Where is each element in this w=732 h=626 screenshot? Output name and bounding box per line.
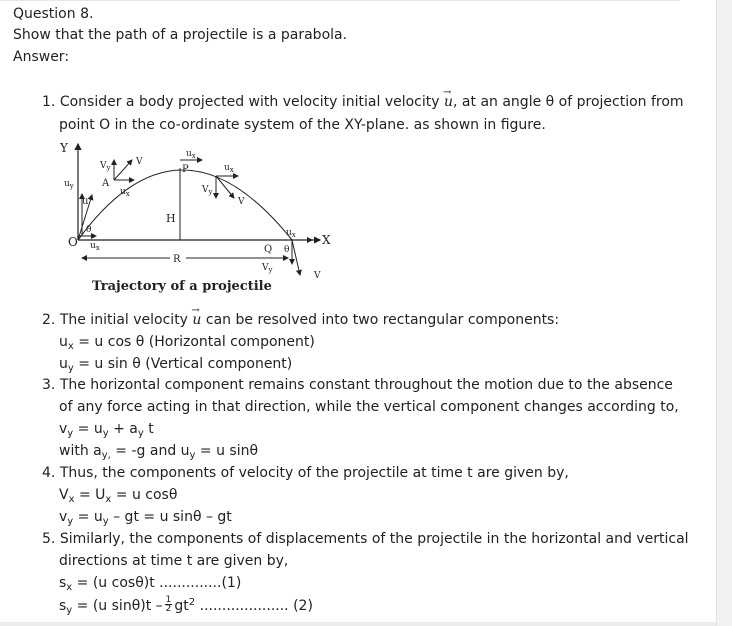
point-3-text: The horizontal component remains constant throughout the motion due to the absence [59,377,673,393]
trajectory-curve [78,170,292,240]
label-uy-at-o: $u_y$ [64,179,74,190]
range-label: R [173,254,181,265]
label-ux-at-p: $u_x$ [186,149,196,160]
point-a-label: A [102,178,110,189]
uy-equation: $u_y = u$ sin θ (Vertical component) [59,356,293,374]
label-v-at-a: V [136,157,143,167]
label-ux-at-q: $u_x$ [286,228,296,239]
projectile-diagram [56,140,336,300]
label-theta-at-q: θ [284,245,290,255]
point-3-line-2: of any force acting in that direction, while the vertical component changes according to, [59,399,679,415]
point-3-number: 3. [42,377,56,393]
origin-label: O [68,235,78,249]
point-1-number: 1. [42,94,56,110]
point-2-line-1 [42,311,559,329]
point-1-line-2: point O in the co-ordinate system of the XY-plane. as shown in figure. [59,117,546,133]
x-axis-label: X [322,233,331,247]
label-ux-at-o: $u_x$ [90,241,100,252]
velocity-vector-symbol-2: → u [192,312,201,328]
question-prompt: Show that the path of a projectile is a parabola. [13,27,348,43]
point-4-number: 4. [42,465,56,481]
label-vy-at-a: $V_y$ [100,161,111,172]
point-2-number: 2. [42,312,56,328]
point-5-text: Similarly, the components of displacements of the projectile in the horizontal and vertical [59,531,689,547]
point-4-line-1 [42,464,569,482]
point-5-line-1 [42,530,689,548]
ux-equation: $u_x = u$ cos θ (Horizontal component) [59,334,315,352]
velocity-vector-symbol: → u [444,94,453,110]
final-velocity-arrow [292,240,300,275]
point-q-label: Q [264,244,273,255]
answer-label: Answer: [13,49,70,65]
question-title: Question 8. [13,6,94,22]
page-bottom-border [0,622,716,626]
point-p-label: P [182,164,189,175]
label-v-descending: V [238,197,245,207]
label-vy-descending: $V_y$ [202,185,213,196]
point-1-line-1 [42,93,684,111]
point-5-number: 5. [42,531,56,547]
vy-time-equation: $v_y = u_y$ – gt = u sinθ – gt [59,509,232,527]
label-theta-at-o: θ [86,225,92,235]
figure-caption: Trajectory of a projectile [92,279,272,294]
point-1-text-a: Consider a body projected with velocity initial velocity [59,94,440,110]
projectile-figure [56,140,336,300]
sy-equation: $s_y = (u$ sinθ)t – $\frac{1}{2}$ $gt^2$ .................... (2) [59,594,313,616]
label-ux-descending: $u_x$ [224,163,234,174]
page-top-border [0,0,680,1]
height-label: H [166,212,176,225]
point-2-text-b: can be resolved into two rectangular components: [205,312,560,328]
acceleration-equation: with $a_{y,} = -g$ and $u_y = u$ sinθ [59,443,259,461]
label-u-at-o: u [82,196,89,207]
point-5-line-2: directions at time t are given by, [59,553,289,569]
point-3-line-1 [42,376,673,394]
vy-equation: $v_y = u_y + a_y$ t [59,421,154,439]
point-2-text-a: The initial velocity [59,312,188,328]
label-ux-at-a: $u_x$ [120,187,130,198]
sx-equation: $s_x = (u$ cosθ)t ..............(1) [59,575,242,593]
point-4-text: Thus, the components of velocity of the projectile at time t are given by, [59,465,569,481]
label-v-at-q: V [314,271,321,281]
y-axis-label: Y [60,141,68,155]
page-scrollbar[interactable] [716,0,732,626]
v-at-a-arrow [114,160,132,180]
label-vy-at-q: $V_y$ [262,263,273,274]
point-1-text-b: , at an angle θ of projection from [453,94,684,110]
v-descending-arrow [216,176,234,198]
vx-equation: $V_x = U_x = u$ cosθ [59,487,178,505]
one-half-fraction: $\frac{1}{2}$ [165,594,172,614]
